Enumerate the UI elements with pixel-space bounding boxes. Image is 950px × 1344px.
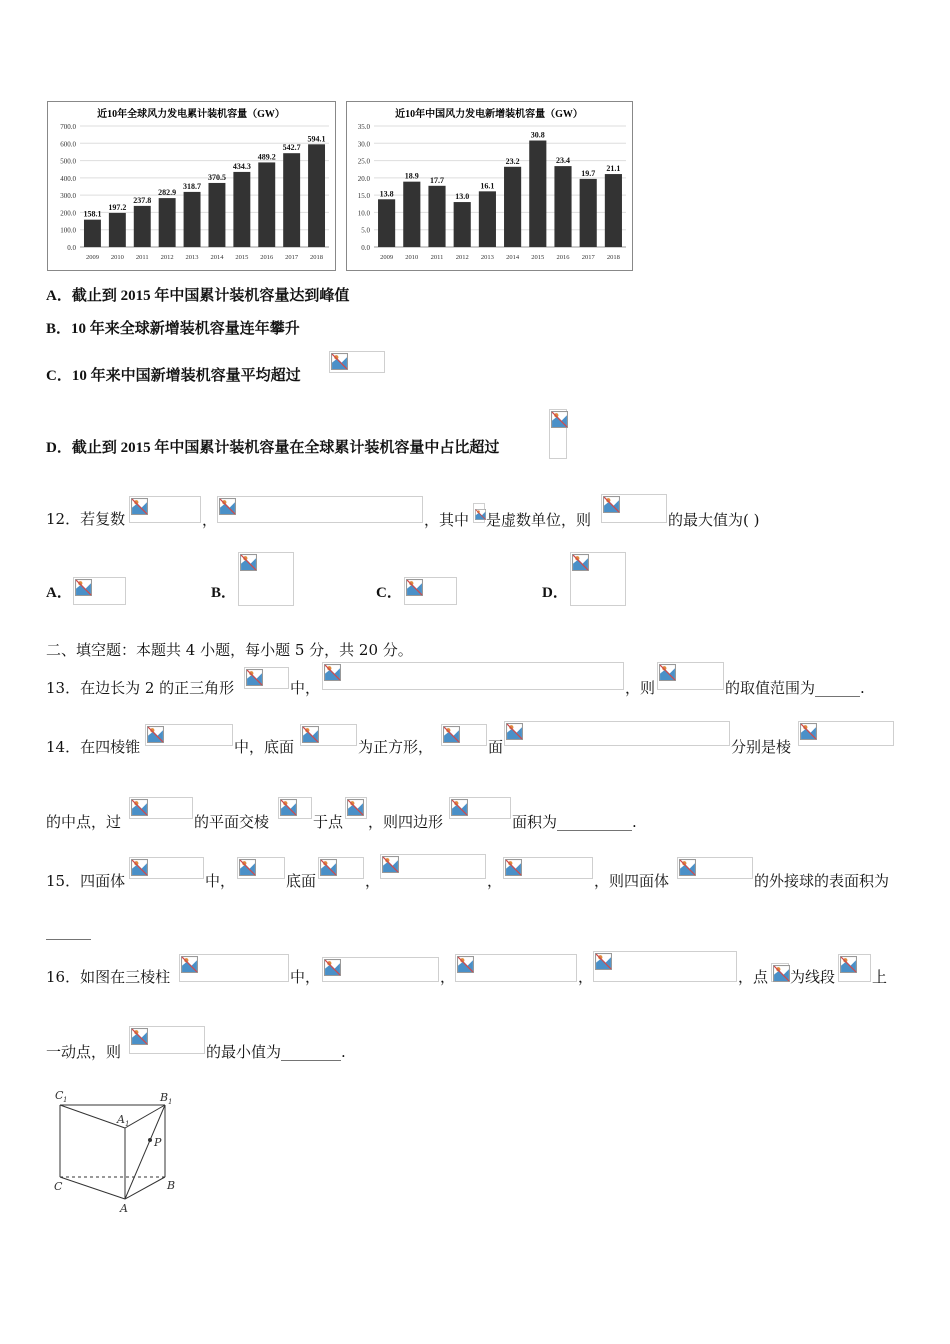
bar-value-label: 23.4 (556, 156, 570, 166)
formula-image (404, 577, 457, 605)
q14-part: 14．在四棱锥 (46, 738, 141, 756)
label-a: A (120, 1202, 128, 1215)
bar-value-label: 318.7 (183, 181, 202, 191)
q12-part: 的最大值为( ) (668, 511, 760, 529)
bar-value-label: 434.3 (232, 161, 251, 171)
formula-image (217, 496, 423, 523)
y-tick-label: 20.0 (357, 174, 370, 183)
q14-part: 于点 (313, 813, 344, 831)
q12-option-a: A． (46, 585, 72, 601)
bar-value-label: 489.2 (257, 152, 276, 162)
formula-image (300, 724, 357, 746)
y-tick-label: 0.0 (361, 244, 370, 252)
label-a1-sub: 1 (125, 1120, 130, 1128)
q15-part: 的外接球的表面积为 (754, 872, 890, 890)
x-tick-label: 2018 (310, 254, 324, 261)
edge-ca (60, 1177, 125, 1199)
q12-part: ， (202, 511, 218, 529)
formula-image (322, 957, 439, 982)
y-tick-label: 0.0 (67, 244, 76, 252)
formula-image (145, 724, 233, 746)
formula-image (798, 721, 894, 746)
formula-image (129, 496, 201, 523)
edge-ab1 (125, 1105, 165, 1199)
broken-image-icon (595, 953, 612, 970)
formula-image (237, 857, 285, 879)
bar (479, 191, 496, 247)
bar-value-label: 542.7 (282, 143, 301, 153)
bar (529, 141, 546, 247)
x-tick-label: 2013 (480, 254, 494, 261)
bar (308, 144, 325, 247)
broken-image-icon (457, 956, 474, 973)
broken-image-icon (659, 664, 676, 681)
label-p: P (154, 1136, 162, 1149)
formula-image (593, 951, 737, 982)
global-cumulative-chart-svg (48, 102, 335, 270)
q14-part: 分别是棱 (731, 738, 792, 756)
bar-value-label: 370.5 (207, 172, 226, 182)
q13-part: 中， (290, 679, 321, 697)
x-tick-label: 2010 (110, 254, 124, 261)
x-tick-label: 2018 (606, 254, 620, 261)
broken-image-icon (443, 726, 460, 743)
q15-blank: ______ (46, 922, 91, 940)
bar (134, 206, 151, 247)
formula-image (73, 577, 126, 605)
x-tick-label: 2014 (506, 254, 520, 261)
broken-image-icon (246, 669, 263, 686)
bar-value-label: 594.1 (307, 134, 326, 144)
bar-value-label: 17.7 (430, 175, 444, 185)
x-tick-label: 2012 (160, 254, 174, 261)
formula-image (179, 954, 289, 982)
label-a1: A (117, 1113, 125, 1126)
broken-image-icon (475, 505, 486, 516)
broken-image-icon (147, 726, 164, 743)
formula-image (129, 857, 204, 879)
q15-part: ， (487, 872, 503, 890)
x-tick-label: 2015 (531, 254, 545, 261)
q16-part: 上 (872, 968, 888, 986)
broken-image-icon (240, 554, 257, 571)
bar-value-label: 19.7 (581, 168, 596, 178)
x-tick-label: 2016 (556, 254, 570, 261)
bar-value-label: 13.8 (379, 189, 394, 199)
option-11-b: B．10 年来全球新增装机容量连年攀升 (46, 321, 300, 337)
formula-image (322, 662, 624, 690)
point-p (148, 1138, 152, 1142)
x-tick-label: 2017 (581, 254, 595, 261)
formula-image (503, 857, 593, 879)
formula-image (129, 1026, 205, 1054)
bar-value-label: 197.2 (108, 202, 127, 212)
q16-part: ，点 (738, 968, 769, 986)
broken-image-icon (302, 726, 319, 743)
q14-part: 面积为__________. (512, 813, 637, 831)
bar-value-label: 18.9 (404, 171, 419, 181)
q14-part: 的中点，过 (46, 813, 122, 831)
bar (283, 153, 300, 247)
broken-image-icon (382, 856, 399, 873)
bar (580, 179, 597, 247)
formula-image (455, 954, 577, 982)
chart-title: 近10年全球风力发电累计装机容量（GW） (97, 109, 285, 120)
label-b1-sub: 1 (168, 1098, 173, 1106)
x-tick-label: 2011 (135, 254, 149, 261)
y-tick-label: 500.0 (60, 157, 76, 166)
y-tick-label: 600.0 (60, 140, 76, 149)
y-tick-label: 300.0 (60, 192, 76, 201)
q12-option-d: D． (542, 585, 568, 601)
label-b1: B (160, 1091, 169, 1104)
formula-image (601, 494, 667, 523)
bar-value-label: 13.0 (455, 192, 470, 202)
q12-text (46, 509, 125, 529)
x-tick-label: 2009 (380, 254, 394, 261)
broken-image-icon (603, 496, 620, 513)
y-tick-label: 15.0 (357, 192, 370, 201)
q13-part: 13．在边长为 2 的正三角形 (46, 679, 235, 697)
label-c1-sub: 1 (63, 1096, 68, 1104)
q12-option-b: B． (211, 585, 237, 601)
label-c: C (54, 1180, 63, 1193)
bar-value-label: 158.1 (83, 209, 102, 219)
option-11-d: D．截止到 2015 年中国累计装机容量在全球累计装机容量中占比超过 (46, 440, 500, 456)
broken-image-icon (773, 965, 790, 982)
x-tick-label: 2011 (430, 254, 444, 261)
bar (258, 162, 275, 247)
broken-image-icon (451, 799, 468, 816)
prism-figure (50, 1085, 185, 1215)
y-tick-label: 25.0 (357, 157, 370, 166)
label-c1: C (55, 1089, 64, 1102)
bar-value-label: 30.8 (530, 130, 545, 140)
broken-image-icon (551, 411, 568, 428)
edge-a1b1 (125, 1105, 165, 1128)
broken-image-icon (219, 498, 236, 515)
formula-image (345, 797, 367, 819)
broken-image-icon (331, 353, 348, 370)
broken-image-icon (320, 859, 337, 876)
formula-image (473, 503, 485, 523)
edge-c1a1 (60, 1105, 125, 1128)
broken-image-icon (181, 956, 198, 973)
formula-image (244, 667, 289, 689)
y-tick-label: 100.0 (60, 226, 76, 235)
q12-option-c: C． (376, 585, 402, 601)
bar (208, 183, 225, 247)
formula-image (838, 954, 871, 982)
q14-part: ，则四边形 (368, 813, 444, 831)
broken-image-icon (131, 859, 148, 876)
section-2-header: 二、填空题：本题共 4 小题，每小题 5 分，共 20 分。 (46, 641, 413, 659)
q16-part: 16．如图在三棱柱 (46, 968, 171, 986)
formula-image (238, 552, 294, 606)
bar (109, 213, 126, 247)
q14-part: 为正方形， (358, 738, 434, 756)
broken-image-icon (840, 956, 857, 973)
q14-part: 中，底面 (234, 738, 295, 756)
bar (378, 199, 395, 247)
formula-image (129, 797, 193, 819)
formula-image (677, 857, 753, 879)
broken-image-icon (239, 859, 256, 876)
x-tick-label: 2017 (285, 254, 299, 261)
formula-image (657, 662, 724, 690)
q15-part: ，则四面体 (594, 872, 670, 890)
broken-image-icon (800, 723, 817, 740)
broken-image-icon (679, 859, 696, 876)
x-tick-label: 2014 (210, 254, 224, 261)
broken-image-icon (505, 859, 522, 876)
q12-part: 是虚数单位，则 (486, 511, 592, 529)
q15-part: 底面 (286, 872, 317, 890)
q15-part: ， (365, 872, 381, 890)
bar (84, 220, 101, 247)
q15-part: 15．四面体 (46, 872, 126, 890)
y-tick-label: 35.0 (357, 123, 370, 131)
q16-part: 的最小值为________. (206, 1043, 346, 1061)
broken-image-icon (572, 554, 589, 571)
formula-image (441, 724, 487, 746)
q16-part: 一动点，则 (46, 1043, 122, 1061)
bar (159, 198, 176, 247)
q16-part: ， (578, 968, 594, 986)
option-11-a: A．截止到 2015 年中国累计装机容量达到峰值 (46, 288, 350, 304)
broken-image-icon (324, 959, 341, 976)
formula-image (278, 797, 312, 819)
q14-part: 的平面交棱 (194, 813, 270, 831)
china-new-chart-svg (347, 102, 632, 270)
formula-image (771, 963, 789, 982)
global-cumulative-chart (47, 101, 336, 271)
broken-image-icon (131, 799, 148, 816)
bar-value-label: 16.1 (480, 181, 495, 191)
x-tick-label: 2013 (185, 254, 199, 261)
q12-part: ，其中 (424, 511, 470, 529)
broken-image-icon (75, 579, 92, 596)
formula-image (329, 351, 385, 373)
formula-image (318, 857, 364, 879)
y-tick-label: 30.0 (357, 140, 370, 149)
broken-image-icon (506, 723, 523, 740)
broken-image-icon (280, 799, 297, 816)
formula-image (504, 721, 730, 746)
bar-value-label: 237.8 (133, 195, 152, 205)
x-tick-label: 2016 (260, 254, 274, 261)
y-tick-label: 400.0 (60, 174, 76, 183)
broken-image-icon (131, 1028, 148, 1045)
q15-part: 中， (205, 872, 236, 890)
bar (454, 202, 471, 247)
formula-image (380, 854, 486, 879)
broken-image-icon (131, 498, 148, 515)
chart-title: 近10年中国风力发电新增装机容量（GW） (395, 109, 583, 120)
formula-image (570, 552, 626, 606)
x-tick-label: 2015 (235, 254, 249, 261)
bar-value-label: 23.2 (505, 156, 520, 166)
bar (504, 167, 521, 247)
formula-image (549, 409, 567, 459)
x-tick-label: 2010 (405, 254, 419, 261)
q13-part: 的取值范围为______. (725, 679, 865, 697)
bar-value-label: 21.1 (606, 164, 621, 174)
broken-image-icon (324, 664, 341, 681)
bar (605, 174, 622, 247)
q16-part: ， (440, 968, 456, 986)
y-tick-label: 700.0 (60, 123, 76, 131)
q12-part: 12．若复数 (46, 510, 126, 528)
q14-part: 面 (488, 738, 504, 756)
bar (428, 186, 445, 247)
formula-image (449, 797, 511, 819)
q16-part: 中， (290, 968, 321, 986)
broken-image-icon (347, 799, 364, 816)
q16-part: 为线段 (790, 968, 836, 986)
x-tick-label: 2012 (455, 254, 469, 261)
broken-image-icon (406, 579, 423, 596)
y-tick-label: 5.0 (361, 226, 370, 235)
option-11-c: C．10 年来中国新增装机容量平均超过 (46, 368, 301, 384)
china-new-chart (346, 101, 633, 271)
label-b: B (167, 1179, 176, 1192)
bar (233, 172, 250, 247)
y-tick-label: 200.0 (60, 209, 76, 218)
q13-part: ，则 (625, 679, 656, 697)
bar (184, 192, 201, 247)
y-tick-label: 10.0 (357, 209, 370, 218)
edge-ab (125, 1177, 165, 1199)
bar (554, 166, 571, 247)
bar-value-label: 282.9 (158, 188, 177, 198)
bar (403, 182, 420, 247)
x-tick-label: 2009 (85, 254, 99, 261)
